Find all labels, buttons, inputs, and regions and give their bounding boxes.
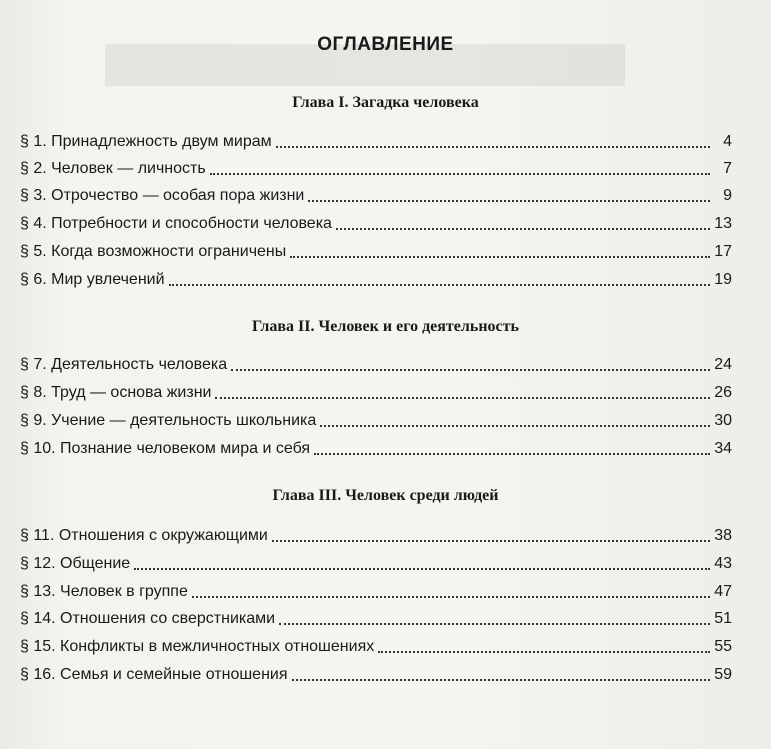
dot-leader [169,284,710,286]
dot-leader [231,369,710,371]
toc-entry[interactable] [20,437,732,459]
toc-entry[interactable] [20,607,732,629]
dot-leader [308,200,710,202]
page-title: ОГЛАВЛЕНИЕ [317,34,454,55]
dot-leader [292,679,710,681]
toc-entry[interactable] [20,663,732,685]
toc-entry-label: § 5. Когда возможности ограничены [20,243,287,260]
toc-page-number: 9 [723,187,732,204]
toc-entry-label: § 10. Познание человеком мира и себя [20,440,311,457]
toc-page-number: 34 [714,440,732,457]
dot-leader [320,425,710,427]
toc-page-number: 19 [714,271,732,288]
toc-entry[interactable] [20,409,732,431]
dot-leader [215,397,710,399]
toc-page-number: 55 [714,638,732,655]
toc-entry[interactable] [20,268,732,290]
toc-entry-label: § 3. Отрочество — особая пора жизни [20,187,305,204]
toc-page-number: 59 [714,666,732,683]
toc-entry[interactable] [20,157,732,179]
chapter-heading: Глава II. Человек и его деятельность [252,318,519,335]
dot-leader [279,623,710,625]
toc-entry[interactable] [20,381,732,403]
toc-entry-label: § 11. Отношения с окружающими [20,527,268,544]
toc-entry-label: § 6. Мир увлечений [20,271,165,288]
toc-entry[interactable] [20,635,732,657]
toc-entry-label: § 4. Потребности и способности человека [20,215,332,232]
dot-leader [336,228,710,230]
dot-leader [272,540,710,542]
toc-page-number: 30 [714,412,732,429]
toc-entry[interactable] [20,240,732,262]
dot-leader [314,453,710,455]
toc-entry-label: § 1. Принадлежность двум мирам [20,133,272,150]
dot-leader [290,256,710,258]
toc-entry-label: § 15. Конфликты в межличностных отношениях [20,638,375,655]
toc-entry[interactable] [20,212,732,234]
toc-page-number: 43 [714,555,732,572]
toc-page-number: 47 [714,583,732,600]
toc-entry-label: § 13. Человек в группе [20,583,188,600]
toc-page-number: 17 [714,243,732,260]
toc-page-number: 7 [723,160,732,177]
chapter-heading: Глава III. Человек среди людей [272,487,499,504]
toc-page-number: 13 [714,215,732,232]
toc-page-number: 51 [714,610,732,627]
dot-leader [378,651,710,653]
toc-entry-label: § 9. Учение — деятельность школьника [20,412,317,429]
toc-entry[interactable] [20,580,732,602]
dot-leader [276,146,710,148]
toc-entry[interactable] [20,524,732,546]
toc-entry-label: § 8. Труд — основа жизни [20,384,212,401]
toc-page-number: 4 [723,133,732,150]
toc-page-number: 26 [714,384,732,401]
chapter-heading: Глава I. Загадка человека [292,94,479,111]
toc-entry-label: § 12. Общение [20,555,131,572]
toc-entry[interactable] [20,552,732,574]
toc-entry-label: § 16. Семья и семейные отношения [20,666,288,683]
toc-entry-label: § 14. Отношения со сверстниками [20,610,276,627]
toc-entry-label: § 7. Деятельность человека [20,356,228,373]
toc-entry[interactable] [20,353,732,375]
dot-leader [134,568,710,570]
dot-leader [210,173,710,175]
dot-leader [192,596,710,598]
toc-page-number: 38 [714,527,732,544]
toc-entry-label: § 2. Человек — личность [20,160,206,177]
toc-page-number: 24 [714,356,732,373]
toc-entry[interactable] [20,130,732,152]
toc-entry[interactable] [20,184,732,206]
